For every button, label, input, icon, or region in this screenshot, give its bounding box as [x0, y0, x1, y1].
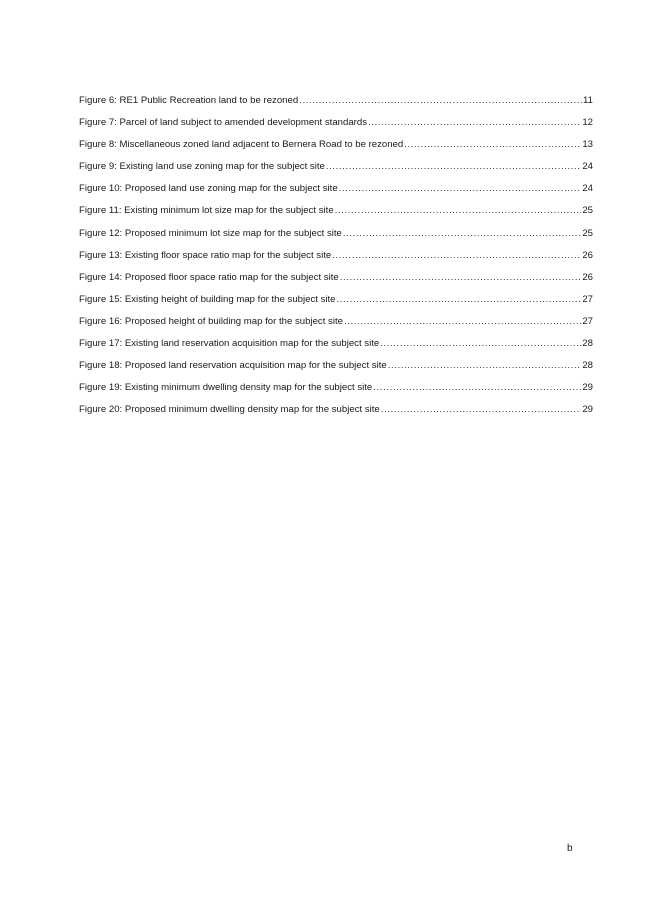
toc-entry[interactable] [79, 314, 593, 336]
toc-entry[interactable] [79, 203, 593, 225]
dot-leader [339, 181, 582, 197]
dot-leader [332, 248, 581, 264]
toc-entry-title: Figure 6: RE1 Public Recreation land to be rezoned [79, 95, 299, 106]
toc-entry-title: Figure 11: Existing minimum lot size map for the subject site [79, 205, 334, 217]
dot-leader [388, 358, 582, 374]
toc-entry[interactable] [79, 336, 593, 358]
toc-entry-page: 27 [582, 315, 593, 327]
toc-entry-page: 24 [582, 161, 593, 173]
toc-entry-page: 25 [582, 227, 593, 239]
dot-leader [404, 137, 581, 153]
toc-entry-title: Figure 20: Proposed minimum dwelling density map for the subject site [79, 404, 380, 416]
toc-entry-title: Figure 15: Existing height of building map for the subject site [79, 293, 336, 305]
toc-entry-page: 25 [582, 205, 593, 217]
dot-leader [299, 93, 582, 109]
toc-entry[interactable] [79, 115, 593, 137]
toc-entry-title: Figure 19: Existing minimum dwelling density map for the subject site [79, 382, 373, 394]
toc-entry[interactable] [79, 93, 593, 115]
toc-entry[interactable] [79, 159, 593, 181]
toc-entry-page: 11 [583, 95, 593, 106]
toc-entry-title: Figure 9: Existing land use zoning map for the subject site [79, 161, 325, 173]
toc-entry[interactable] [79, 402, 593, 424]
dot-leader [326, 159, 581, 175]
dot-leader [368, 115, 581, 131]
toc-entry[interactable] [79, 380, 593, 402]
dot-leader [381, 402, 582, 418]
toc-entry-title: Figure 10: Proposed land use zoning map for the subject site [79, 183, 338, 195]
toc-entry-title: Figure 8: Miscellaneous zoned land adjacent to Bernera Road to be rezoned [79, 139, 404, 151]
dot-leader [373, 380, 581, 396]
dot-leader [380, 336, 581, 352]
toc-entry-page: 12 [582, 117, 593, 129]
toc-entry-page: 29 [582, 404, 593, 416]
dot-leader [337, 292, 582, 308]
toc-entry-page: 13 [582, 139, 593, 151]
toc-entry[interactable] [79, 137, 593, 159]
toc-entry-page: 29 [582, 382, 593, 394]
toc-entry[interactable] [79, 270, 593, 292]
page-number: b [567, 843, 573, 854]
toc-entry[interactable] [79, 292, 593, 314]
toc-entry-title: Figure 13: Existing floor space ratio map for the subject site [79, 249, 332, 261]
toc-entry-title: Figure 12: Proposed minimum lot size map for the subject site [79, 227, 342, 239]
toc-entry[interactable] [79, 226, 593, 248]
table-of-figures [79, 93, 593, 424]
toc-entry-title: Figure 17: Existing land reservation acquisition map for the subject site [79, 338, 380, 350]
toc-entry-page: 28 [582, 360, 593, 372]
toc-entry[interactable] [79, 358, 593, 380]
toc-entry-title: Figure 18: Proposed land reservation acquisition map for the subject site [79, 360, 387, 372]
toc-entry-page: 28 [582, 338, 593, 350]
toc-entry-title: Figure 16: Proposed height of building map for the subject site [79, 315, 343, 327]
toc-entry-page: 27 [582, 293, 593, 305]
dot-leader [340, 270, 582, 286]
dot-leader [335, 203, 582, 219]
toc-entry[interactable] [79, 181, 593, 203]
toc-entry-page: 24 [582, 183, 593, 195]
toc-entry-title: Figure 14: Proposed floor space ratio map for the subject site [79, 271, 339, 283]
dot-leader [343, 226, 581, 242]
toc-entry[interactable] [79, 248, 593, 270]
toc-entry-page: 26 [582, 271, 593, 283]
toc-entry-page: 26 [582, 249, 593, 261]
dot-leader [344, 314, 581, 330]
toc-entry-title: Figure 7: Parcel of land subject to amended development standards [79, 117, 367, 129]
